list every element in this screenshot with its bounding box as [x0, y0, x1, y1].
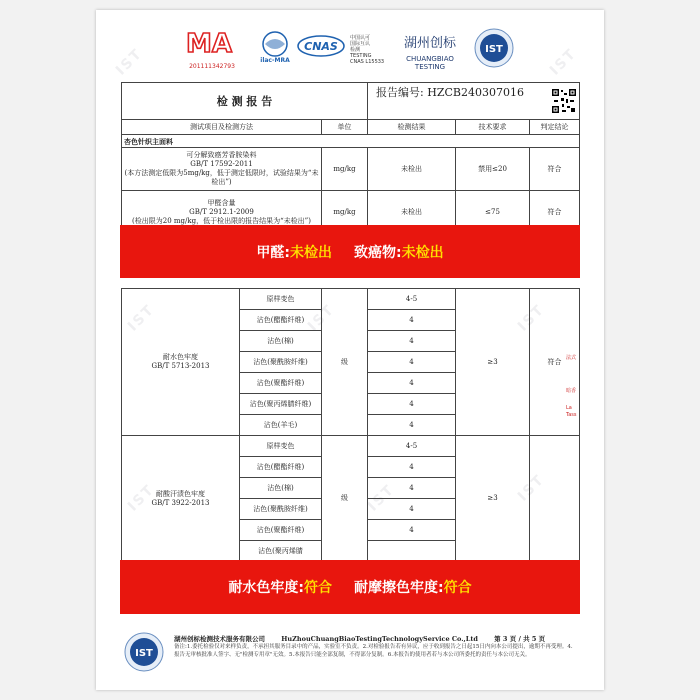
- ist-logo: [124, 632, 164, 672]
- svg-text:IST: IST: [485, 44, 503, 55]
- sub-item-label: 原样变色: [240, 289, 322, 310]
- sub-item-label: 原样变色: [240, 436, 322, 457]
- unit-cell: mg/kg: [322, 191, 368, 234]
- cnas-info: 中国认可 国际互认 检测 TESTING CNAS L15533: [350, 35, 385, 65]
- footer-notes: 备注:1.委托检验仅对来样负责，不承担其服务目录中的产品，实验室不负责。2.对检验报告若有异议，应于收到报告之日起15日内向本公司提出，逾期不再受理。4.报告无审核批准人签字、无"检测专用章"无效。5.本报告只能全部复制，不得部分复制。6.本报告的使用者若与本公司所委托的责任与本公司无关。: [174, 644, 573, 658]
- water-colorfast-method: 耐水色牢度 GB/T 5713-2013: [122, 289, 240, 436]
- report-number-cell: [368, 83, 580, 120]
- col-header-requirement: 技术要求: [456, 120, 530, 135]
- result-cell: 4: [368, 520, 456, 541]
- watermark: IST: [112, 45, 146, 79]
- footer-company-line: [174, 634, 574, 643]
- col-header-verdict: 判定结论: [530, 120, 580, 135]
- watermark: IST: [124, 301, 158, 335]
- company-name-en: HuZhouChuangBiaoTestingTechnologyService Co.,Ltd: [281, 635, 478, 643]
- sub-item-label: 沾色(聚酰胺纤维): [240, 352, 322, 373]
- watermark: IST: [364, 481, 398, 515]
- carcinogen-summary: 致癌物:未检出: [354, 244, 444, 261]
- result-cell: 4: [368, 373, 456, 394]
- page-number: 第 3 页 / 共 5 页: [494, 635, 546, 643]
- category-row: [122, 135, 580, 148]
- watermark: IST: [514, 471, 548, 505]
- category-label: 杏色针织主面料: [122, 135, 580, 148]
- test-method-cell: 可分解致癌芳香胺染料 GB/T 17592-2011 (本方法测定低限为5mg/kg，低于测定低限时，试验结果为“未检出”): [122, 148, 322, 191]
- sub-item-label: 沾色(聚丙烯腈: [240, 541, 322, 562]
- svg-text:CNAS: CNAS: [304, 40, 338, 53]
- result-cell: 4: [368, 457, 456, 478]
- report-footer: [96, 622, 604, 690]
- water-colorfast-summary: 耐水色牢度:符合: [228, 580, 332, 596]
- brand-name-cn: 湖州创标: [403, 36, 456, 51]
- unit-cell: 级: [322, 289, 368, 436]
- sub-item-label: 沾色(聚酰胺纤维): [240, 499, 322, 520]
- sub-item-label: 沾色(棉): [240, 331, 322, 352]
- unit-cell: 级: [322, 436, 368, 562]
- test-method-cell: 甲醛含量 GB/T 2912.1-2009 (检出限为20 mg/kg，低于检出限的报告结果为“未检出”): [122, 191, 322, 234]
- sub-item-label: 沾色(醋酯纤维): [240, 310, 322, 331]
- summary-banner-colorfastness: [120, 560, 580, 614]
- ma-code: 201111342793: [189, 63, 235, 70]
- summary-banner-chemicals: [120, 225, 580, 278]
- sub-item-label: 沾色(棉): [240, 478, 322, 499]
- result-cell: 4: [368, 415, 456, 436]
- formaldehyde-summary: 甲醛:未检出: [256, 244, 332, 261]
- sweat-colorfast-method: 耐酸汗渍色牢度 GB/T 3922-2013: [122, 436, 240, 562]
- result-cell: 4: [368, 331, 456, 352]
- verdict-cell: 符合: [530, 289, 580, 436]
- svg-text:ilac-MRA: ilac-MRA: [260, 57, 290, 64]
- result-cell: 4: [368, 352, 456, 373]
- brand-name-en: CHUANGBIAO TESTING: [406, 55, 454, 71]
- ilac-mra-logo: [256, 30, 294, 64]
- verdict-cell: [530, 436, 580, 562]
- result-cell: 4: [368, 499, 456, 520]
- watermark: IST: [514, 301, 548, 335]
- report-header: [96, 10, 604, 74]
- col-header-unit: 单位: [322, 120, 368, 135]
- side-stamp: 法式 暗香 La Tass: [566, 355, 577, 418]
- svg-text:IST: IST: [135, 648, 153, 659]
- col-header-method: 测试项目及检测方法: [122, 120, 322, 135]
- result-cell: 4-5: [368, 289, 456, 310]
- table-row: [122, 289, 580, 310]
- report-table: [121, 82, 580, 562]
- requirement-cell: 禁用≤20: [456, 148, 530, 191]
- sub-item-label: 沾色(聚酯纤维): [240, 373, 322, 394]
- sub-item-label: 沾色(羊毛): [240, 415, 322, 436]
- column-header-row: [122, 120, 580, 135]
- result-cell: 4: [368, 310, 456, 331]
- watermark: IST: [546, 45, 580, 79]
- requirement-cell: ≥3: [456, 436, 530, 562]
- report-number: 报告编号: HZCB240307016: [376, 86, 524, 99]
- verdict-cell: 符合: [530, 191, 580, 234]
- report-title: 检 测 报 告: [122, 83, 368, 120]
- report-title-row: [122, 83, 580, 120]
- rub-colorfast-summary: 耐摩擦色牢度:符合: [354, 580, 472, 596]
- ma-certification-logo: [180, 28, 238, 58]
- report-page: [96, 10, 604, 690]
- result-cell: 4: [368, 478, 456, 499]
- qr-code-icon: [551, 88, 577, 114]
- result-cell: 未检出: [368, 148, 456, 191]
- company-name-cn: 湖州创标检测技术服务有限公司: [174, 635, 265, 643]
- result-cell: [368, 541, 456, 562]
- result-cell: 4-5: [368, 436, 456, 457]
- sub-item-label: 沾色(醋酯纤维): [240, 457, 322, 478]
- result-cell: 未检出: [368, 191, 456, 234]
- verdict-cell: 符合: [530, 148, 580, 191]
- col-header-result: 检测结果: [368, 120, 456, 135]
- table-row: [122, 148, 580, 191]
- table-row: [122, 436, 580, 457]
- requirement-cell: ≥3: [456, 289, 530, 436]
- result-cell: 4: [368, 394, 456, 415]
- ist-logo: [474, 28, 514, 68]
- watermark: IST: [124, 481, 158, 515]
- sub-item-label: 沾色(聚丙烯腈纤维): [240, 394, 322, 415]
- sub-item-label: 沾色(聚酯纤维): [240, 520, 322, 541]
- svg-text:MA: MA: [186, 29, 232, 58]
- cnas-logo: [296, 34, 346, 58]
- watermark: IST: [304, 301, 338, 335]
- requirement-cell: ≤75: [456, 191, 530, 234]
- unit-cell: mg/kg: [322, 148, 368, 191]
